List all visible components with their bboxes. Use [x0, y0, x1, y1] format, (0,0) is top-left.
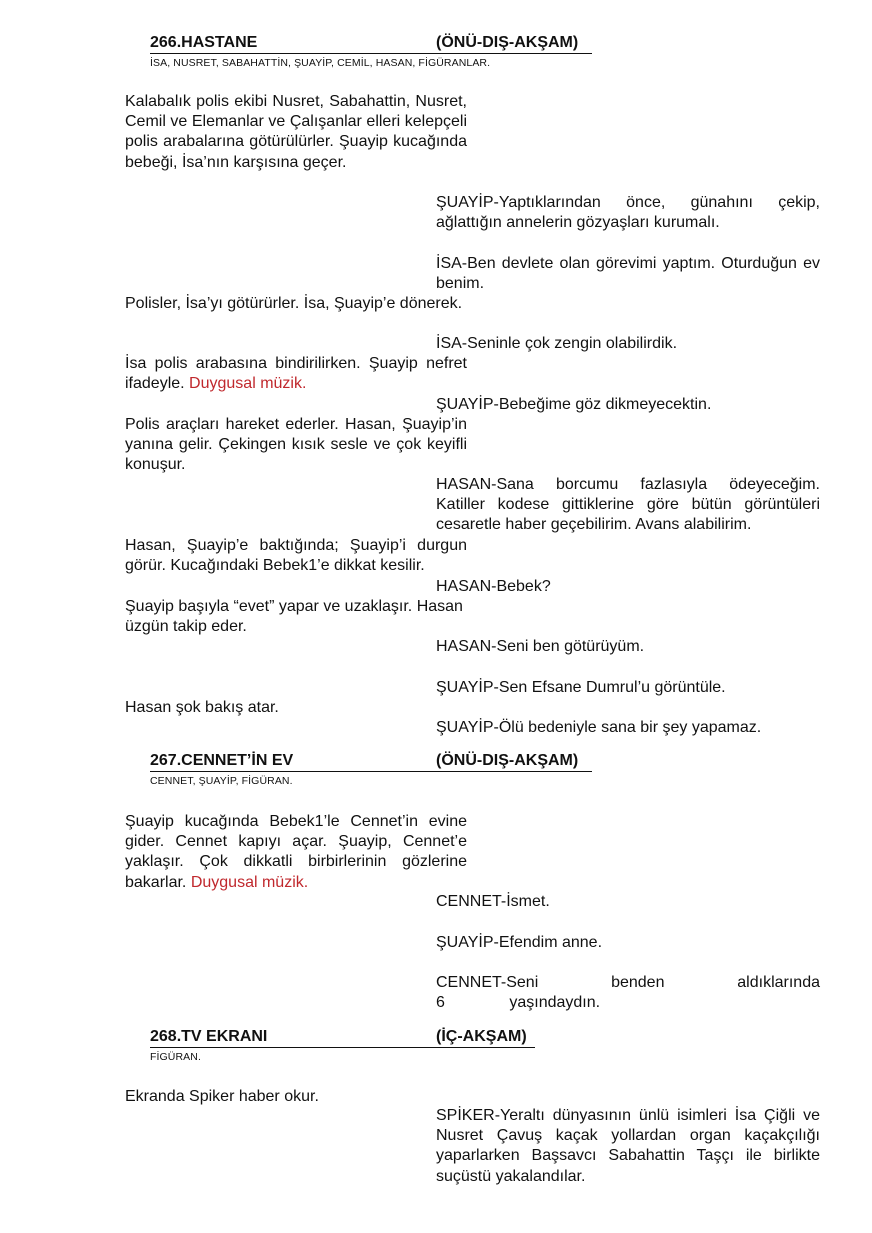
dialogue-line: HASAN-Sana borcumu fazlasıyla ödeyeceğim. Katiller kodese gittiklerine göre bütün görüntüleri cesaretle haber geçebilirim. Avans alabilirim.: [436, 476, 820, 534]
action-text: Şuayip kucağında Bebek1’le Cennet’in evine gider. Cennet kapıyı açar. Şuayip, Cennet’e yaklaşır. Çok dikkatli birbirlerinin gözlerine bakarlar.: [125, 813, 467, 891]
action-paragraph: Polisler, İsa’yı götürürler. İsa, Şuayip’e dönerek.: [125, 295, 463, 312]
scene-cast: İSA, NUSRET, SABAHATTİN, ŞUAYİP, CEMİL, HASAN, FİGÜRANLAR.: [150, 57, 491, 69]
scene-cast: FİGÜRAN.: [150, 1051, 201, 1063]
scene-cast: CENNET, ŞUAYİP, FİGÜRAN.: [150, 775, 293, 787]
scene-number: 268.TV EKRANI: [150, 1028, 268, 1045]
action-paragraph: Hasan şok bakış atar.: [125, 699, 279, 716]
music-cue: Duygusal müzik.: [189, 375, 307, 393]
dialogue-line: ŞUAYİP-Ölü bedeniyle sana bir şey yapamaz.: [436, 719, 762, 736]
scene-setting: (ÖNÜ-DIŞ-AKŞAM): [436, 752, 579, 769]
dialogue-line: CENNET-Seni benden aldıklarında 6 yaşındaydın.: [436, 974, 820, 1012]
scene-heading-267: [150, 751, 592, 772]
dialogue-line: İSA-Ben devlete olan görevimi yaptım. Oturduğun ev benim.: [436, 255, 820, 293]
dialogue-line: ŞUAYİP-Efendim anne.: [436, 934, 603, 951]
action-paragraph: Hasan, Şuayip’e baktığında; Şuayip’i durgun görür. Kucağındaki Bebek1’e dikkat kesilir.: [125, 537, 467, 575]
action-paragraph: Şuayip başıyla “evet” yapar ve uzaklaşır. Hasan üzgün takip eder.: [125, 598, 463, 636]
action-paragraph: [125, 812, 467, 893]
music-cue: Duygusal müzik.: [190, 873, 309, 891]
scene-setting: (İÇ-AKŞAM): [436, 1028, 527, 1045]
scene-number: 267.CENNET’İN EV: [150, 752, 294, 769]
action-paragraph: Polis araçları hareket ederler. Hasan, Şuayip’in yanına gelir. Çekingen kısık sesle ve çok keyifli konuşur.: [125, 416, 467, 474]
dialogue-line: HASAN-Bebek?: [436, 578, 551, 595]
dialogue-line: ŞUAYİP-Bebeğime göz dikmeyecektin.: [436, 396, 712, 413]
dialogue-line: CENNET-İsmet.: [436, 893, 550, 910]
dialogue-line: İSA-Seninle çok zengin olabilirdik.: [436, 335, 678, 352]
dialogue-line: ŞUAYİP-Sen Efsane Dumrul’u görüntüle.: [436, 679, 726, 696]
dialogue-line: ŞUAYİP-Yaptıklarından önce, günahını çekip, ağlattığın annelerin gözyaşları kurumalı.: [436, 194, 820, 232]
action-paragraph: Kalabalık polis ekibi Nusret, Sabahattin, Nusret, Cemil ve Elemanlar ve Çalışanlar elleri kelepçeli polis arabalarına götürülürler. Şuayip kucağında bebeği, İsa’nın karşısına geçer.: [125, 93, 467, 171]
action-text: İsa polis arabasına bindirilirken. Şuayip nefret ifadeyle.: [125, 355, 467, 393]
dialogue-line: HASAN-Seni ben götürüyüm.: [436, 638, 645, 655]
action-paragraph: [125, 354, 467, 394]
action-paragraph: Ekranda Spiker haber okur.: [125, 1088, 319, 1105]
scene-number: 266.HASTANE: [150, 34, 258, 51]
scene-setting: (ÖNÜ-DIŞ-AKŞAM): [436, 34, 579, 51]
dialogue-line: SPİKER-Yeraltı dünyasının ünlü isimleri İsa Çiğli ve Nusret Çavuş kaçak yollardan organ kaçakçılığı yaparlarken Başsavcı Sabahattin Taşçı ile birlikte suçüstü yakalandılar.: [436, 1107, 820, 1185]
scene-heading-266: [150, 33, 592, 54]
scene-heading-268: [150, 1027, 535, 1048]
